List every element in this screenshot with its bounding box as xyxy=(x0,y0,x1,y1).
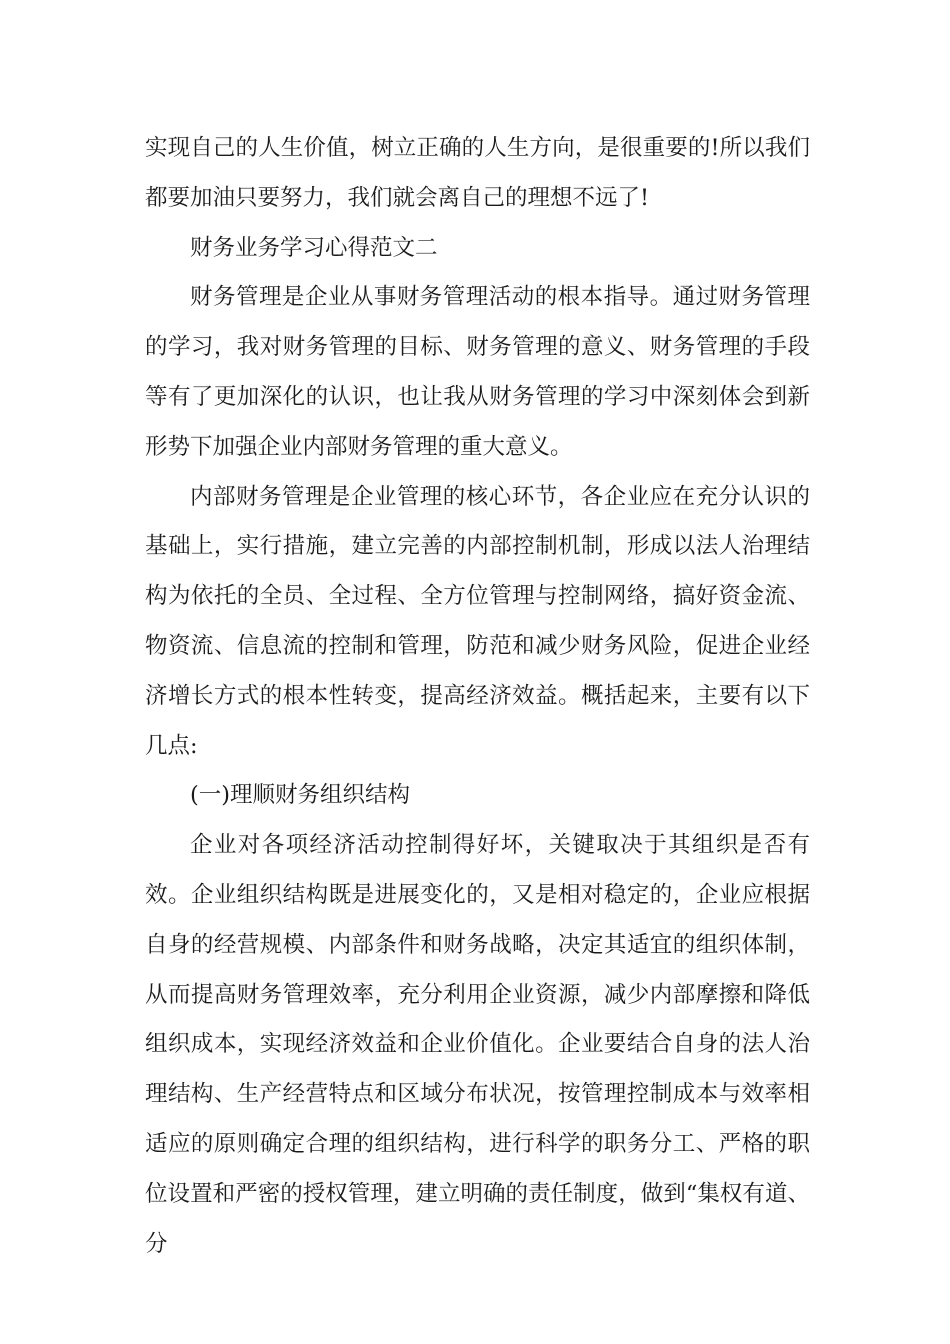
document-body xyxy=(145,124,810,1269)
paragraph-continuation: 实现自己的人生价值，树立正确的人生方向，是很重要的!所以我们都要加油只要努力，我们就会离自己的理想不远了! xyxy=(145,135,810,211)
section-title: 财务业务学习心得范文二 xyxy=(190,234,438,261)
paragraph-intro: 财务管理是企业从事财务管理活动的根本指导。通过财务管理的学习，我对财务管理的目标、财务管理的意义、财务管理的手段等有了更加深化的认识，也让我从财务管理的学习中深刻体会到新形势下加强企业内部财务管理的重大意义。 xyxy=(145,284,810,460)
paragraph-organization: 企业对各项经济活动控制得好坏，关键取决于其组织是否有效。企业组织结构既是进展变化的，又是相对稳定的，企业应根据自身的经营规模、内部条件和财务战略，决定其适宜的组织体制，从而提高财务管理效率，充分利用企业资源，减少内部摩擦和降低组织成本，实现经济效益和企业价值化。企业要结合自身的法人治理结构、生产经营特点和区域分布状况，按管理控制成本与效率相适应的原则确定合理的组织结构，进行科学的职务分工、严格的职位设置和严密的授权管理，建立明确的责任制度，做到“集权有道、分 xyxy=(145,832,810,1257)
paragraph-internal-finance: 内部财务管理是企业管理的核心环节，各企业应在充分认识的基础上，实行措施，建立完善的内部控制机制，形成以法人治理结构为依托的全员、全过程、全方位管理与控制网络，搞好资金流、物资流、信息流的控制和管理，防范和减少财务风险，促进企业经济增长方式的根本性转变，提高经济效益。概括起来，主要有以下几点: xyxy=(145,483,810,759)
subsection-heading: (一)理顺财务组织结构 xyxy=(190,782,411,809)
